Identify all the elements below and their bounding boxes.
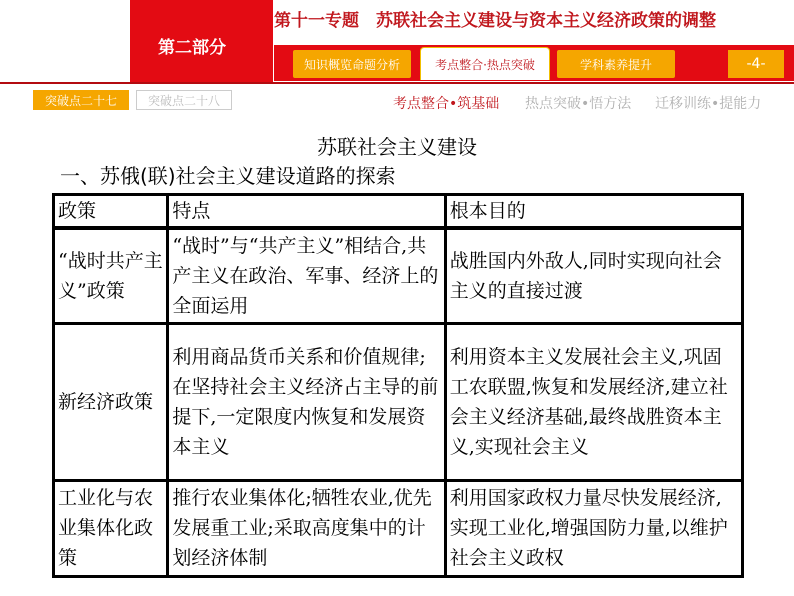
table-header-row: [54, 195, 743, 229]
features-cell: 推行农业集体化;牺牲农业,优先发展重工业;采取高度集中的计划经济体制: [168, 480, 445, 576]
tab-overview[interactable]: 知识概览命题分析: [293, 50, 411, 78]
tab-key-points[interactable]: 考点整合·热点突破: [420, 47, 550, 80]
header-policy: 政策: [54, 195, 168, 229]
policy-table: [52, 193, 744, 578]
nav-link-methods[interactable]: 热点突破•悟方法: [525, 96, 632, 112]
breakthrough-27-button[interactable]: 突破点二十七: [33, 90, 129, 110]
nav-link-training[interactable]: 迁移训练•提能力: [655, 96, 762, 112]
policy-cell: 新经济政策: [54, 323, 168, 480]
page-number: -4-: [728, 50, 784, 78]
tab-literacy[interactable]: 学科素养提升: [557, 50, 675, 78]
header-blank: [0, 0, 130, 82]
header-divider: [0, 82, 794, 84]
part-label: 第二部分: [158, 38, 226, 58]
table-row: [54, 480, 743, 576]
header-purpose: 根本目的: [445, 195, 742, 229]
purpose-cell: 利用国家政权力量尽快发展经济,实现工业化,增强国防力量,以维护社会主义政权: [445, 480, 742, 576]
breakthrough-28-button[interactable]: 突破点二十八: [136, 90, 232, 110]
page-title: 第十一专题 苏联社会主义建设与资本主义经济政策的调整: [274, 11, 716, 31]
policy-cell: 工业化与农业集体化政策: [54, 480, 168, 576]
section-subheading: 一、苏俄(联)社会主义建设道路的探索: [60, 164, 396, 188]
features-cell: “战时”与“共产主义”相结合,共产主义在政治、军事、经济上的全面运用: [168, 228, 445, 323]
purpose-cell: 战胜国内外敌人,同时实现向社会主义的直接过渡: [445, 228, 742, 323]
table-row: [54, 228, 743, 323]
header-features: 特点: [168, 195, 445, 229]
part-label-box: [130, 0, 273, 83]
policy-cell: “战时共产主义”政策: [54, 228, 168, 323]
nav-link-foundation[interactable]: 考点整合•筑基础: [393, 96, 500, 112]
table-row: [54, 323, 743, 480]
section-heading: 苏联社会主义建设: [317, 135, 477, 159]
purpose-cell: 利用资本主义发展社会主义,巩固工农联盟,恢复和发展经济,建立社会主义经济基础,最终战胜资本主义,实现社会主义: [445, 323, 742, 480]
features-cell: 利用商品货币关系和价值规律;在坚持社会主义经济占主导的前提下,一定限度内恢复和发展资本主义: [168, 323, 445, 480]
